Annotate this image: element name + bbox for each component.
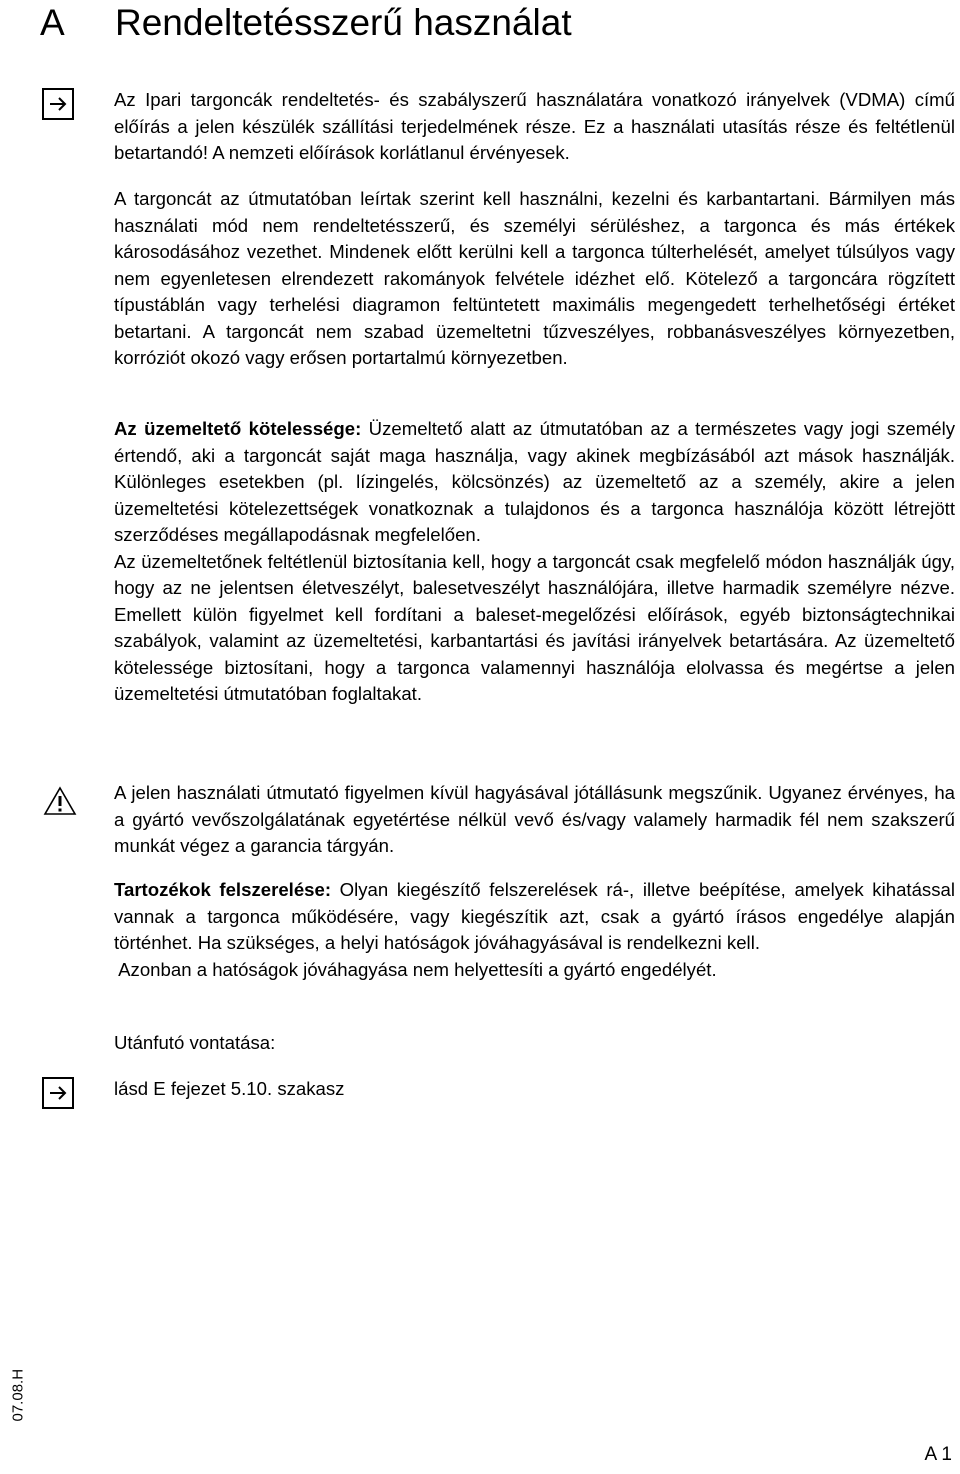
accessories-paragraph-2: Azonban a hatóságok jóváhagyása nem helyettesíti a gyártó engedélyét. <box>114 958 717 980</box>
warranty-warning-section <box>114 780 955 860</box>
operator-duty-paragraph <box>114 416 955 549</box>
page-number: A 1 <box>924 1444 952 1465</box>
section-letter: A <box>40 2 65 43</box>
operator-duty-section <box>114 416 955 708</box>
warranty-warning-paragraph: A jelen használati útmutató figyelmen kívül hagyásával jótállásunk megszűnik. Ugyanez érvényes, ha a gyártó vevőszolgálatának egyetértése nélkül vevő és/vagy valamely harmadik fél nem szakszerű munkát végez a garancia tárgyán. <box>114 782 955 856</box>
document-code: 07.08.H <box>9 1368 27 1422</box>
operator-duty-label: Az üzemeltető kötelessége: <box>114 418 362 439</box>
accessories-text: Olyan kiegészítő felszerelések rá-, illetve beépítése, amelyek kihatással vannak a targonca működésére, vagy kiegészítik azt, csak a gyártó írásos engedélye alapján történhet. Ha szükséges, a helyi hatóságok jóváhagyásával is rendelkezni kell. <box>114 879 955 953</box>
arrow-right-icon <box>42 88 74 120</box>
usage-paragraph: A targoncát az útmutatóban leírtak szerint kell használni, kezelni és karbantartani. Bármilyen más használati mód nem rendeltetésszerű, és személyi sérüléshez, a targonca és más értékek károsodásához vezethet. Mindenek előtt kerülni kell a targonca túlterhelését, amelyet túlsúlyos vagy nem egyenletesen elrendezett rakományok felvétele idézhet elő. Kötelező a targoncára rögzített típustáblán vagy terhelési diagramon feltüntetett maximális megengedett terhelhetőségi értéket betartani. A targoncát nem szabad üzemeltetni tűzveszélyes, robbanásveszélyes környezetben, korróziót okozó vagy erősen portartalmú környezetben. <box>114 188 955 368</box>
trailer-section <box>114 1030 955 1057</box>
operator-duty-text: Üzemeltető alatt az útmutatóban az a természetes vagy jogi személy értendő, aki a targoncát saját maga használja, vagy akinek megbízásából azt mások használják. Különleges esetekben (pl. lízingelés, kölcsönzés) az üzemeltető az a személy, akire a jelen üzemeltetési kötelezettségek vonatkoznak a tulajdonos és a targonca használója között létrejött szerződéses megállapodásnak megfelelően. <box>114 418 956 545</box>
accessories-section <box>114 877 955 983</box>
operator-duty-paragraph-2: Az üzemeltetőnek feltétlenül biztosítania kell, hogy a targoncát csak megfelelő módon használják úgy, hogy az ne jelentsen életveszélyt, balesetveszélyt használójára, illetve harmadik személyre nézve. Emellett külön figyelmet kell fordítani a baleset-megelőzési előírások, egyéb biztonságtechnikai szabályok, valamint az üzemeltetési, karbantartási és javítási irányelvek betartására. Az üzemeltető kötelessége biztosítani, hogy a targonca valamennyi használója elolvassa és megértse a jelen üzemeltetési útmutatóban foglaltakat. <box>114 550 955 704</box>
intro-paragraph: Az Ipari targoncák rendeltetés- és szabályszerű használatára vonatkozó irányelvek (VDMA) című előírás a jelen készülék szállítási terjedelmének része. Ez a használati utasítás része és feltétlenül betartandó! A nemzeti előírások korlátlanul érvényesek. <box>114 89 955 163</box>
warning-triangle-icon <box>43 786 77 821</box>
trailer-reference: lásd E fejezet 5.10. szakasz <box>114 1078 345 1099</box>
trailer-reference-section <box>114 1076 955 1103</box>
arrow-right-icon <box>42 1077 74 1109</box>
page-title: Rendeltetésszerű használat <box>115 2 572 43</box>
intro-section <box>114 87 955 167</box>
usage-section <box>114 186 955 372</box>
accessories-label: Tartozékok felszerelése: <box>114 879 332 900</box>
accessories-paragraph <box>114 877 955 957</box>
trailer-label: Utánfutó vontatása: <box>114 1032 276 1053</box>
